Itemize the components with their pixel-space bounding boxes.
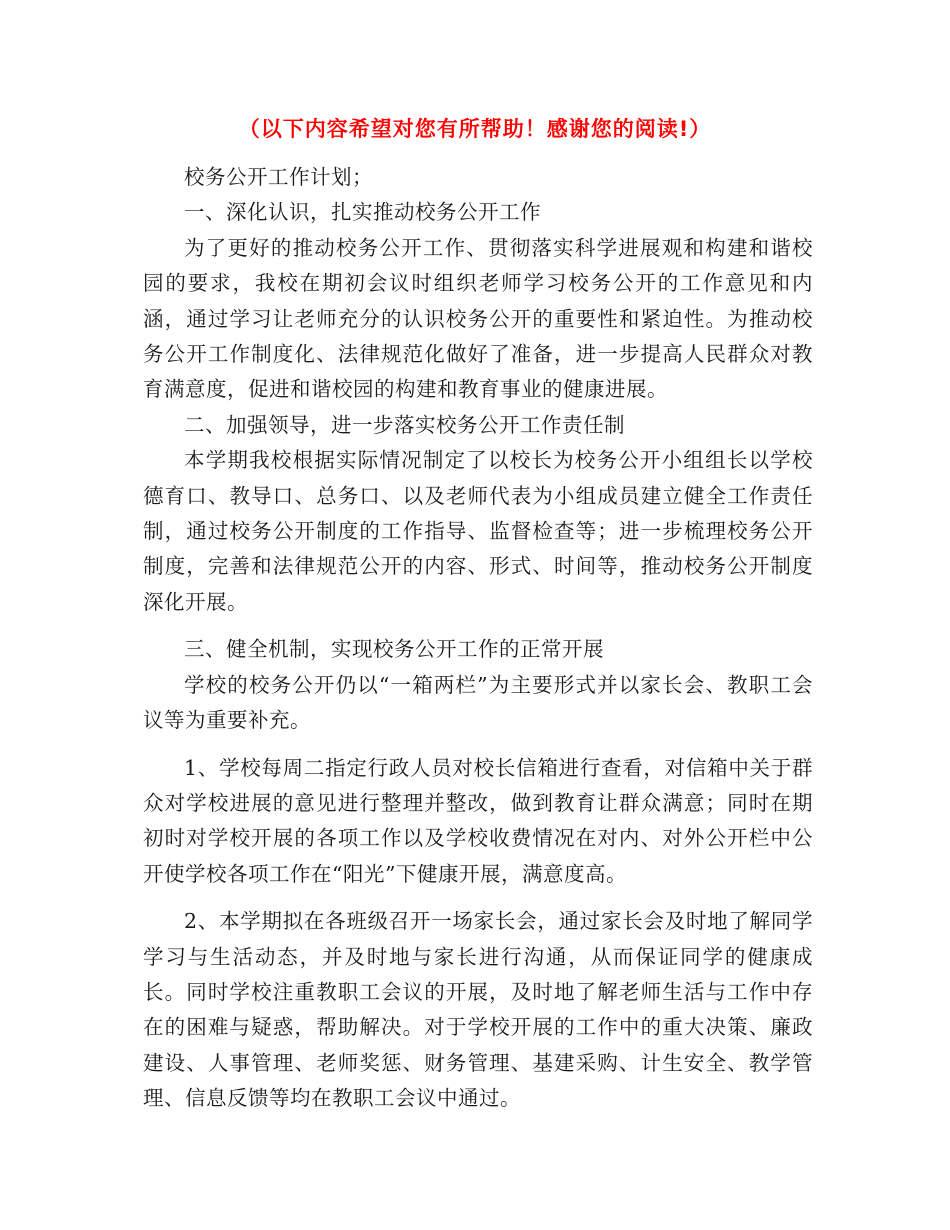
paragraph-item-2: 2、本学期拟在各班级召开一场家长会，通过家长会及时地了解同学学习与生活动态，并及时地与家长进行沟通，从而保证同学的健康成长。同时学校注重教职工会议的开展，及时地了解老师生活与工作中存在的困难与疑惑，帮助解决。对于学校开展的工作中的重大决策、廉政建设、人事管理、老师奖惩、财务管理、基建采购、计生安全、教学管理、信息反馈等均在教职工会议中通过。 — [143, 909, 813, 1111]
document-title-line: 校务公开工作计划； — [184, 165, 373, 189]
section-heading-1: 一、深化认识，扎实推动校务公开工作 — [184, 200, 541, 225]
section-heading-2: 二、加强领导，进一步落实校务公开工作责任制 — [184, 412, 625, 437]
banner-notice: （以下内容希望对您有所帮助！感谢您的阅读!） — [238, 117, 712, 141]
paragraph-2: 本学期我校根据实际情况制定了以校长为校务公开小组组长以学校德育口、教导口、总务口、以及老师代表为小组成员建立健全工作责任制，通过校务公开制度的工作指导、监督检查等；进一步梳理校务公开制度，完善和法律规范公开的内容、形式、时间等，推动校务公开制度深化开展。 — [143, 448, 813, 614]
document-body — [143, 160, 813, 1117]
paragraph-1: 为了更好的推动校务公开工作、贯彻落实科学进展观和构建和谐校园的要求，我校在期初会议时组织老师学习校务公开的工作意见和内涵，通过学习让老师充分的认识校务公开的重要性和紧迫性。为推动校务公开工作制度化、法律规范化做好了准备，进一步提高人民群众对教育满意度，促进和谐校园的构建和教育事业的健康进展。 — [143, 235, 813, 402]
section-heading-3: 三、健全机制，实现校务公开工作的正常开展 — [184, 637, 604, 662]
paragraph-3: 学校的校务公开仍以“一箱两栏”为主要形式并以家长会、教职工会议等为重要补充。 — [143, 672, 813, 733]
paragraph-item-1: 1、学校每周二指定行政人员对校长信箱进行查看，对信箱中关于群众对学校进展的意见进行整理并整改，做到教育让群众满意；同时在期初时对学校开展的各项工作以及学校收费情况在对内、对外公开栏中公开使学校各项工作在“阳光”下健康开展，满意度高。 — [143, 755, 813, 886]
